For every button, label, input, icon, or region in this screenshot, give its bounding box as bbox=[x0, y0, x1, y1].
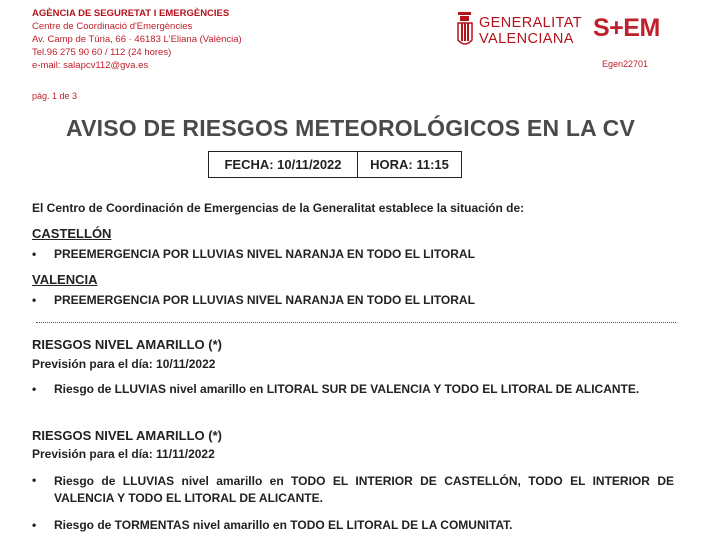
list-item bbox=[32, 293, 475, 307]
gv-logo-line-1: GENERALITAT bbox=[479, 15, 582, 31]
agency-phone: Tel.96 275 90 60 / 112 (24 hores) bbox=[32, 47, 172, 58]
time-box: HORA: 11:15 bbox=[357, 151, 462, 178]
bullet-icon: • bbox=[32, 382, 37, 396]
generalitat-crest-icon bbox=[455, 10, 475, 50]
list-item bbox=[32, 518, 513, 532]
page-number: pág. 1 de 3 bbox=[32, 91, 78, 101]
generalitat-logo bbox=[455, 10, 582, 50]
agency-email[interactable]: e-mail: salapcv112@gva.es bbox=[32, 60, 149, 71]
agency-centre: Centre de Coordinació d'Emergències bbox=[32, 21, 193, 32]
list-item bbox=[32, 382, 639, 396]
list-item bbox=[32, 247, 475, 261]
dotted-separator bbox=[36, 322, 676, 323]
agency-name: AGÈNCIA DE SEGURETAT I EMERGÈNCIES bbox=[32, 8, 230, 19]
bullet-icon: • bbox=[32, 473, 37, 487]
gv-logo-line-2: VALENCIANA bbox=[479, 31, 574, 47]
forecast-date-1: Previsión para el día: 10/11/2022 bbox=[32, 357, 216, 371]
document-code: Egen22701 bbox=[602, 59, 649, 69]
valencia-status: PREEMERGENCIA POR LLUVIAS NIVEL NARANJA EN TODO EL LITORAL bbox=[54, 293, 475, 307]
risk-item: Riesgo de TORMENTAS nivel amarillo en TODO EL LITORAL DE LA COMUNITAT. bbox=[54, 518, 513, 532]
page-title: AVISO DE RIESGOS METEOROLÓGICOS EN LA CV bbox=[65, 115, 635, 141]
province-castellon: CASTELLÓN bbox=[32, 226, 112, 241]
risk-item: Riesgo de LLUVIAS nivel amarillo en TODO EL INTERIOR DE CASTELLÓN, TODO EL INTERIOR DE VALENCIA Y TODO EL LITORAL DE ALICANTE. bbox=[54, 474, 674, 505]
bullet-icon: • bbox=[32, 293, 37, 307]
forecast-date-2: Previsión para el día: 11/11/2022 bbox=[32, 447, 215, 461]
yellow-risk-heading-2: RIESGOS NIVEL AMARILLO (*) bbox=[32, 428, 222, 443]
risk-item: Riesgo de LLUVIAS nivel amarillo en LITORAL SUR DE VALENCIA Y TODO EL LITORAL DE ALICANTE. bbox=[54, 382, 640, 396]
yellow-risk-heading-1: RIESGOS NIVEL AMARILLO (*) bbox=[32, 337, 222, 352]
bullet-icon: • bbox=[32, 247, 37, 261]
agency-address: Av. Camp de Túria, 66 · 46183 L'Eliana (València) bbox=[32, 34, 242, 45]
list-item bbox=[32, 473, 674, 507]
sem-logo: S+EM bbox=[593, 14, 660, 42]
province-valencia: VALENCIA bbox=[32, 272, 98, 287]
agency-address-block bbox=[32, 7, 242, 72]
castellon-status: PREEMERGENCIA POR LLUVIAS NIVEL NARANJA EN TODO EL LITORAL bbox=[54, 247, 475, 261]
date-box: FECHA: 10/11/2022 bbox=[208, 151, 358, 178]
bullet-icon: • bbox=[32, 518, 37, 532]
intro-text: El Centro de Coordinación de Emergencias de la Generalitat establece la situación de: bbox=[32, 201, 525, 215]
